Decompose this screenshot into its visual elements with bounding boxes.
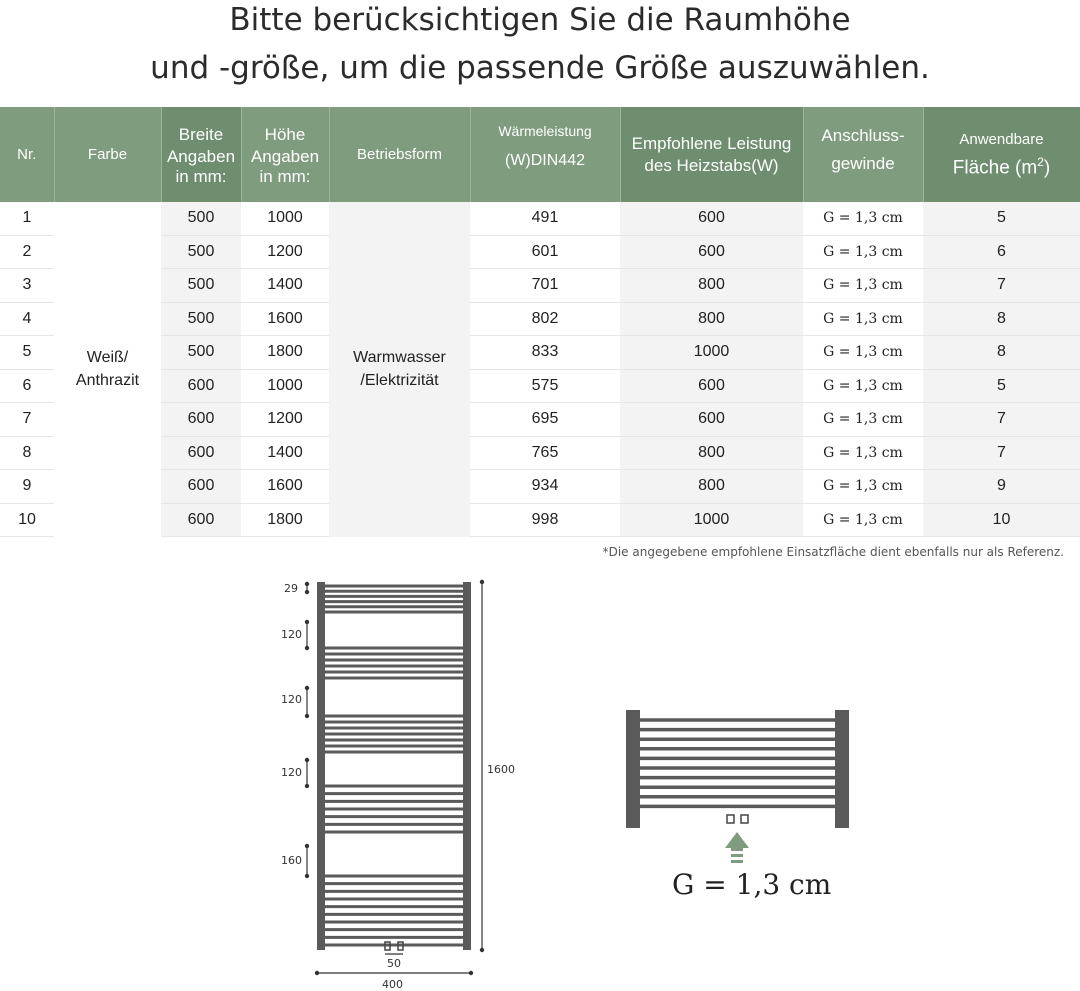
table-row <box>0 202 1080 235</box>
cell-waermeleistung: 491 <box>470 202 620 235</box>
cell-heizstab: 800 <box>620 302 803 336</box>
spec-table <box>0 107 1080 537</box>
cell-flaeche: 9 <box>923 470 1080 504</box>
cell-farbe: Weiß/ Anthrazit <box>54 202 161 537</box>
cell-hoehe: 1400 <box>241 269 329 303</box>
cell-flaeche: 7 <box>923 269 1080 303</box>
cell-heizstab: 800 <box>620 436 803 470</box>
dim-gap-1: 120 <box>281 628 302 641</box>
cell-heizstab: 1000 <box>620 336 803 370</box>
cell-flaeche: 8 <box>923 336 1080 370</box>
cell-waermeleistung: 934 <box>470 470 620 504</box>
cell-breite: 500 <box>161 235 241 269</box>
cell-waermeleistung: 765 <box>470 436 620 470</box>
dim-gap-3: 120 <box>281 766 302 779</box>
cell-hoehe: 1000 <box>241 369 329 403</box>
cell-heizstab: 600 <box>620 202 803 235</box>
cell-breite: 600 <box>161 436 241 470</box>
header-waermeleistung: Wärmeleistung (W)DIN442 <box>470 107 620 202</box>
cell-waermeleistung: 998 <box>470 503 620 537</box>
cell-flaeche: 8 <box>923 302 1080 336</box>
dim-height: 1600 <box>487 763 515 776</box>
cell-waermeleistung: 695 <box>470 403 620 437</box>
dim-top: 29 <box>284 582 298 595</box>
cell-hoehe: 1000 <box>241 202 329 235</box>
cell-hoehe: 1400 <box>241 436 329 470</box>
header-flaeche: Anwendbare Fläche $(m^2)$ <box>923 107 1080 202</box>
cell-hoehe: 1600 <box>241 302 329 336</box>
header-farbe: Farbe <box>54 107 161 202</box>
cell-waermeleistung: 802 <box>470 302 620 336</box>
cell-gewinde: G = 1,3 cm <box>803 369 923 403</box>
cell-hoehe: 1200 <box>241 235 329 269</box>
radiator-side-view <box>626 710 849 828</box>
cell-flaeche: 5 <box>923 369 1080 403</box>
cell-breite: 500 <box>161 336 241 370</box>
cell-nr: 9 <box>0 470 54 504</box>
cell-betriebsform: Warmwasser /Elektrizität <box>329 202 470 537</box>
table-row <box>0 235 1080 269</box>
header-nr: Nr. <box>0 107 54 202</box>
cell-nr: 4 <box>0 302 54 336</box>
heading-line-1: Bitte berücksichtigen Sie die Raumhöhe <box>229 2 851 38</box>
cell-waermeleistung: 833 <box>470 336 620 370</box>
cell-heizstab: 800 <box>620 470 803 504</box>
header-breite: Breite Angaben in mm: <box>161 107 241 202</box>
table-row <box>0 269 1080 303</box>
cell-flaeche: 5 <box>923 202 1080 235</box>
radiator-front-view <box>317 582 471 950</box>
cell-gewinde: G = 1,3 cm <box>803 503 923 537</box>
thread-size-label: G = 1,3 cm <box>672 868 832 901</box>
cell-nr: 1 <box>0 202 54 235</box>
cell-gewinde: G = 1,3 cm <box>803 336 923 370</box>
header-anschlussgewinde: Anschluss- gewinde <box>803 107 923 202</box>
cell-breite: 600 <box>161 369 241 403</box>
cell-gewinde: G = 1,3 cm <box>803 302 923 336</box>
cell-hoehe: 1600 <box>241 470 329 504</box>
cell-heizstab: 600 <box>620 235 803 269</box>
cell-nr: 3 <box>0 269 54 303</box>
cell-breite: 500 <box>161 269 241 303</box>
cell-nr: 2 <box>0 235 54 269</box>
header-hoehe: Höhe Angaben in mm: <box>241 107 329 202</box>
cell-heizstab: 600 <box>620 369 803 403</box>
cell-nr: 7 <box>0 403 54 437</box>
cell-waermeleistung: 701 <box>470 269 620 303</box>
dim-gap-4: 160 <box>281 854 302 867</box>
table-header-row <box>0 107 1080 202</box>
cell-heizstab: 800 <box>620 269 803 303</box>
dim-connector: 50 <box>387 957 401 970</box>
table-row <box>0 302 1080 336</box>
cell-gewinde: G = 1,3 cm <box>803 235 923 269</box>
cell-breite: 600 <box>161 503 241 537</box>
table-row <box>0 336 1080 370</box>
cell-hoehe: 1800 <box>241 336 329 370</box>
dim-width: 400 <box>382 978 403 991</box>
cell-nr: 10 <box>0 503 54 537</box>
cell-breite: 600 <box>161 470 241 504</box>
cell-flaeche: 7 <box>923 403 1080 437</box>
cell-flaeche: 6 <box>923 235 1080 269</box>
heading-line-2: und -größe, um die passende Größe auszuwählen. <box>150 50 930 86</box>
cell-hoehe: 1800 <box>241 503 329 537</box>
cell-gewinde: G = 1,3 cm <box>803 403 923 437</box>
cell-flaeche: 10 <box>923 503 1080 537</box>
table-row <box>0 436 1080 470</box>
table-row <box>0 470 1080 504</box>
dim-gap-2: 120 <box>281 693 302 706</box>
reference-note: *Die angegebene empfohlene Einsatzfläche dient ebenfalls nur als Referenz. <box>602 545 1064 559</box>
header-betriebsform: Betriebsform <box>329 107 470 202</box>
cell-hoehe: 1200 <box>241 403 329 437</box>
cell-gewinde: G = 1,3 cm <box>803 436 923 470</box>
cell-breite: 500 <box>161 202 241 235</box>
cell-nr: 8 <box>0 436 54 470</box>
cell-gewinde: G = 1,3 cm <box>803 202 923 235</box>
radiator-dimension-diagram <box>0 570 1080 991</box>
table-row <box>0 403 1080 437</box>
cell-breite: 600 <box>161 403 241 437</box>
cell-nr: 5 <box>0 336 54 370</box>
cell-breite: 500 <box>161 302 241 336</box>
cell-waermeleistung: 575 <box>470 369 620 403</box>
cell-gewinde: G = 1,3 cm <box>803 470 923 504</box>
cell-nr: 6 <box>0 369 54 403</box>
table-row <box>0 503 1080 537</box>
cell-flaeche: 7 <box>923 436 1080 470</box>
up-arrow-icon <box>725 832 749 863</box>
cell-gewinde: G = 1,3 cm <box>803 269 923 303</box>
cell-heizstab: 600 <box>620 403 803 437</box>
header-empfohlene-leistung: Empfohlene Leistung des Heizstabs(W) <box>620 107 803 202</box>
cell-waermeleistung: 601 <box>470 235 620 269</box>
cell-heizstab: 1000 <box>620 503 803 537</box>
table-row <box>0 369 1080 403</box>
